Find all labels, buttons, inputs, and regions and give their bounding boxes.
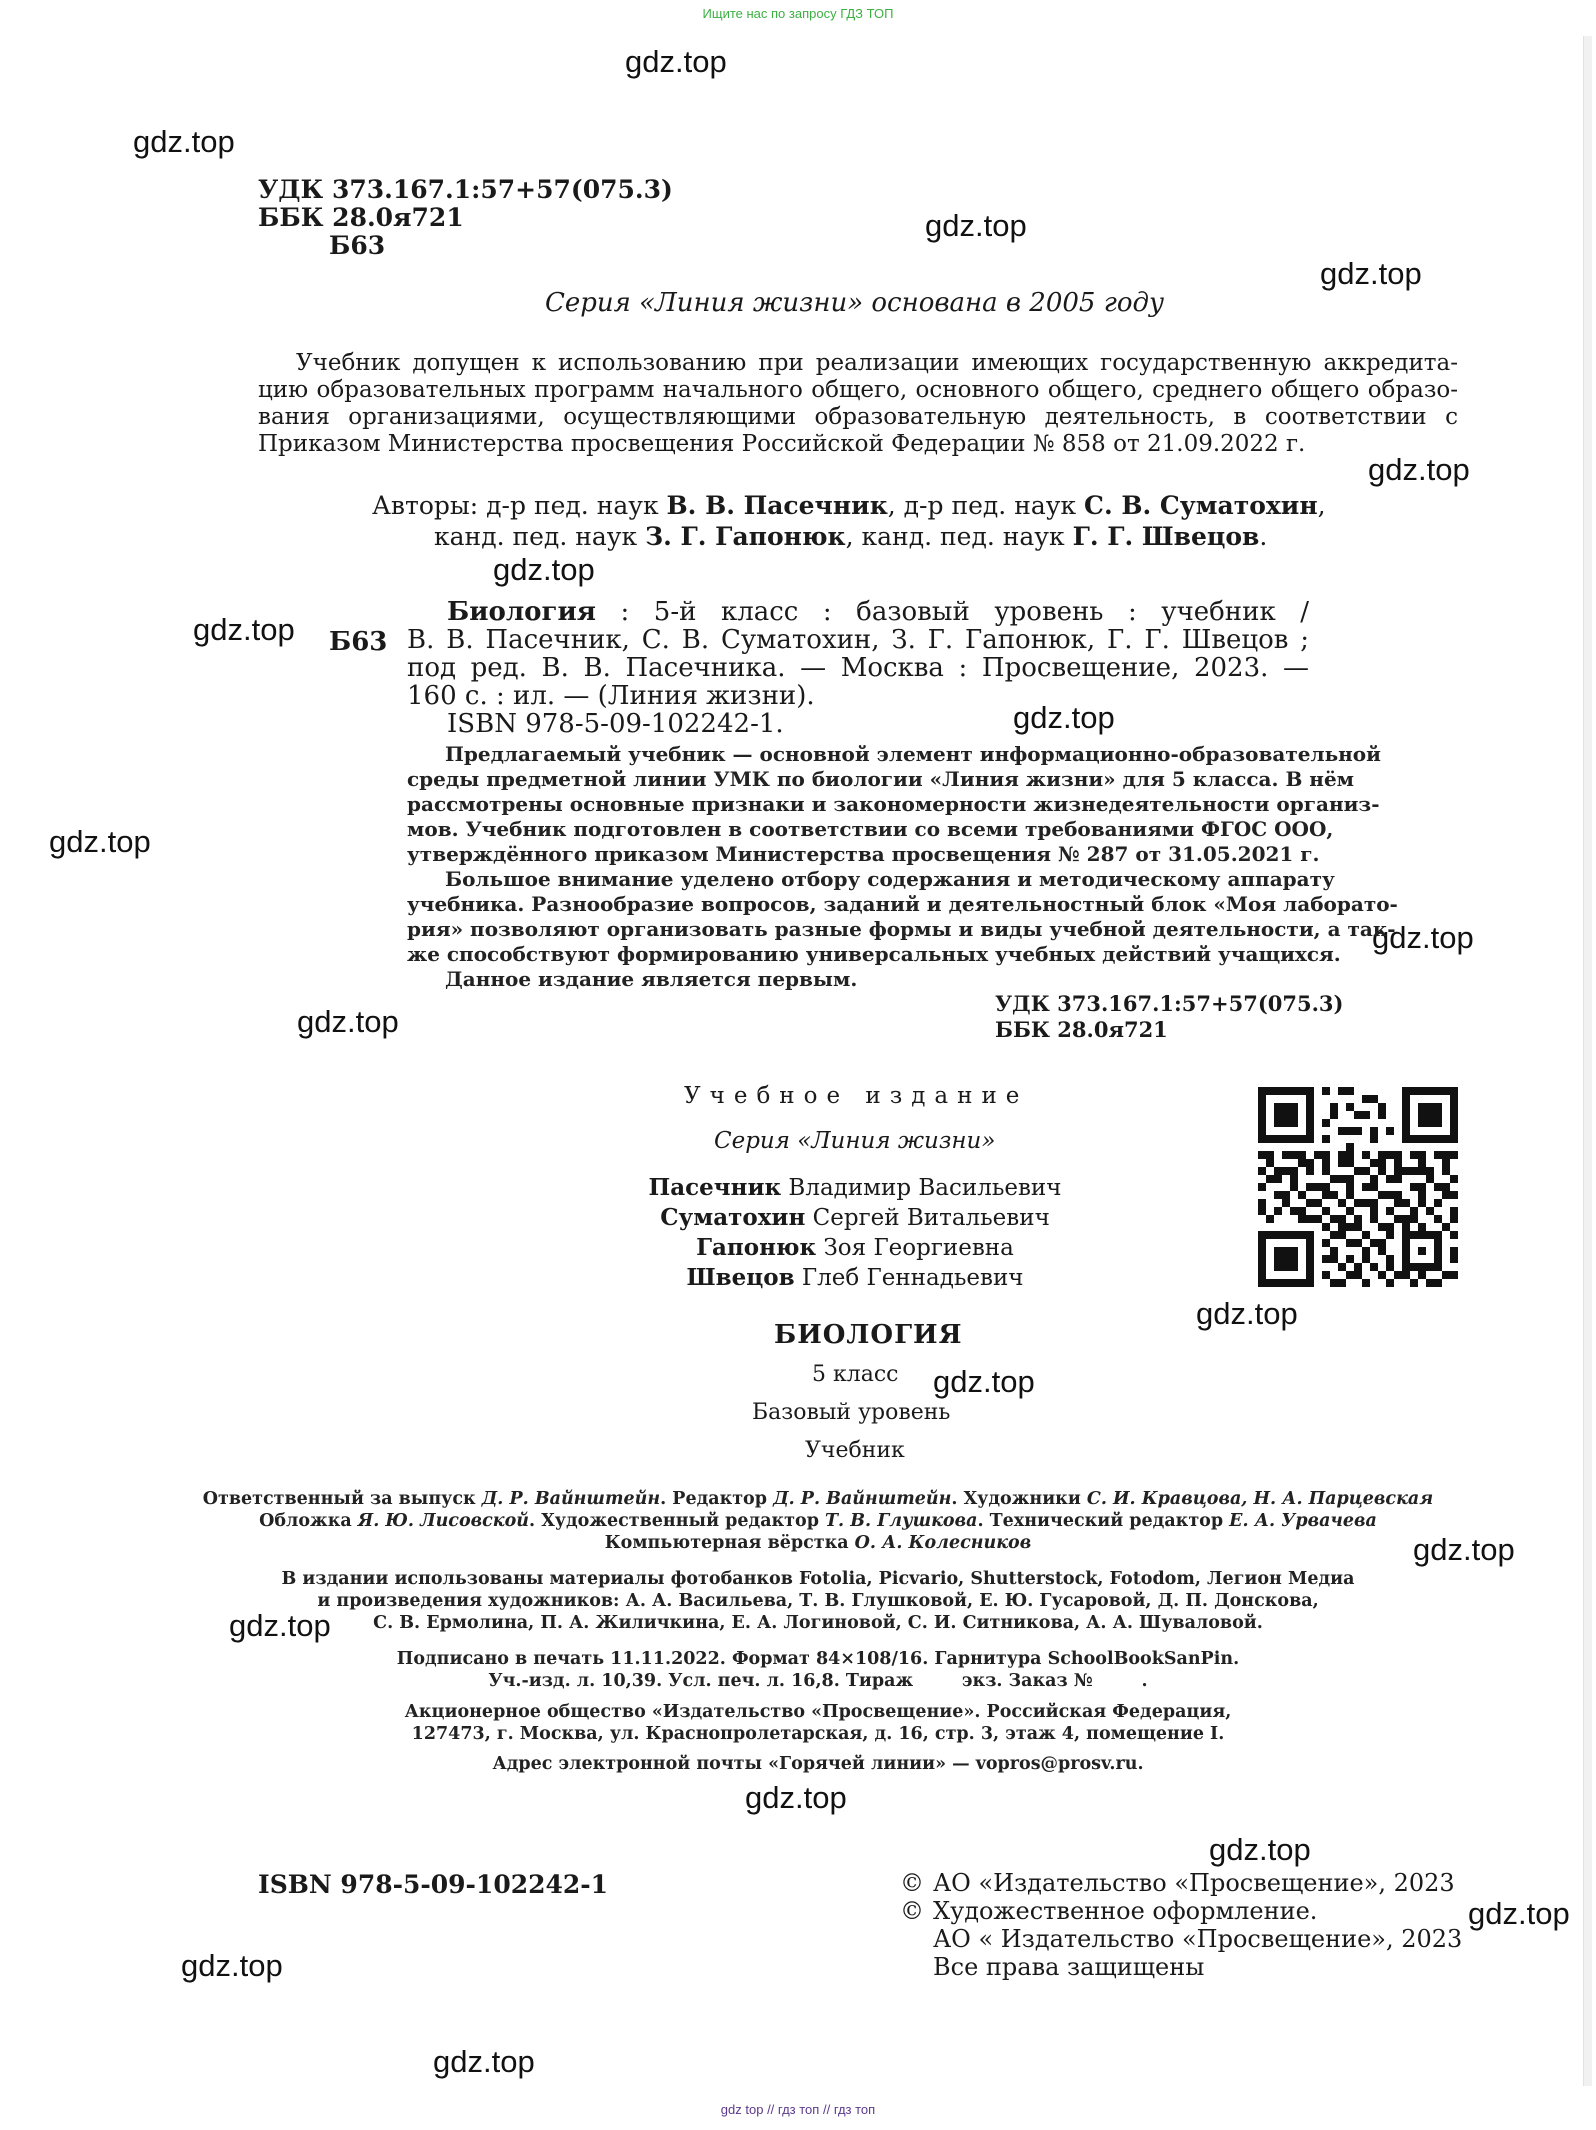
staff-text: Обложка [259, 1511, 358, 1531]
print-info [200, 1648, 1436, 1692]
copyright-text: Все права защищены [933, 1953, 1205, 1981]
watermark: gdz.top [625, 44, 727, 79]
footer-separator: // [767, 2102, 775, 2117]
staff-line [200, 1488, 1436, 1510]
biblio-line: 160 с. : ил. — (Линия жизни). [407, 681, 815, 711]
email-address[interactable]: vopros@prosv.ru [975, 1754, 1138, 1774]
annotation-line: среды предметной линии УМК по биологии «Линия жизни» для 5 класса. В нём [407, 767, 1355, 791]
materials [200, 1568, 1436, 1634]
annotation-codes [995, 991, 1343, 1043]
print-line: Уч.-изд. л. 10,39. Усл. печ. л. 16,8. Тираж экз. Заказ № . [488, 1671, 1148, 1691]
annotation [407, 742, 1398, 992]
approval-line: вания организациями, осуществляющими образовательную деятельность, в соответствии с [258, 404, 1458, 430]
udk-header [258, 176, 673, 260]
authors-text: , канд. пед. наук [845, 522, 1073, 551]
biblio-code: Б63 [329, 627, 388, 657]
staff-person: Д. Р. Вайнштейн [481, 1489, 661, 1509]
copyright-line [900, 1897, 1462, 1925]
scrollbar[interactable] [1583, 36, 1592, 2086]
series-line: Серия «Линия жизни» основана в 2005 году [545, 288, 1165, 318]
staff-text: Ответственный за выпуск [202, 1489, 482, 1509]
person [555, 1173, 1155, 1203]
staff-person: Т. В. Глушкова [825, 1511, 978, 1531]
bbk-code: ББК 28.0я721 [258, 203, 464, 232]
footer-separator: // [822, 2102, 831, 2117]
staff-line [200, 1510, 1436, 1532]
staff-person: Д. Р. Вайнштейн [773, 1489, 952, 1509]
watermark: gdz.top [1320, 256, 1422, 291]
top-banner[interactable]: Ищите нас по запросу ГДЗ ТОП [702, 6, 894, 21]
watermark: gdz.top [1368, 452, 1470, 487]
authors-prefix: Авторы: д-р пед. наук [372, 491, 667, 520]
watermark: gdz.top [133, 124, 235, 159]
annotation-line: учебника. Разнообразие вопросов, заданий и деятельностный блок «Моя лаборато- [407, 892, 1398, 916]
email-line [200, 1754, 1436, 1774]
author-name: В. В. Пасечник [666, 491, 888, 520]
footer-link[interactable]: gdz top [720, 2102, 764, 2117]
author-name: Г. Г. Швецов [1072, 522, 1260, 551]
book-title: БИОЛОГИЯ [774, 1320, 963, 1350]
watermark: gdz.top [297, 1004, 399, 1039]
qr-code[interactable] [1258, 1087, 1458, 1287]
authors-line-1 [372, 490, 1326, 521]
staff-person: С. И. Кравцова, Н. А. Парцевская [1086, 1489, 1434, 1509]
publisher-line: Акционерное общество «Издательство «Просвещение». Российская Федерация, [404, 1702, 1232, 1722]
annotation-line: рия» позволяют организовать разные формы и виды учебной деятельности, а так- [407, 917, 1396, 941]
copyright-text: Художественное оформление. [933, 1897, 1318, 1925]
watermark: gdz.top [1468, 1896, 1570, 1931]
publisher-line: 127473, г. Москва, ул. Краснопролетарская, д. 16, стр. 3, этаж 4, помещение I. [411, 1724, 1225, 1744]
edition-people [555, 1173, 1155, 1293]
materials-line: С. В. Ермолина, П. А. Жиличкина, Е. А. Логиновой, С. И. Ситникова, А. А. Шуваловой. [373, 1613, 1263, 1633]
email-end: . [1137, 1754, 1144, 1774]
authors-text: , д-р пед. наук [887, 491, 1085, 520]
staff-text: . Художественный редактор [529, 1511, 826, 1531]
udk-code: УДК 373.167.1:57+57(075.3) [258, 175, 673, 204]
biblio-title: Биология [447, 597, 596, 627]
watermark: gdz.top [229, 1608, 331, 1643]
biblio-record [407, 598, 1309, 738]
isbn-bottom: ISBN 978-5-09-102242-1 [258, 1870, 609, 1899]
staff-text: . Технический редактор [977, 1511, 1230, 1531]
person-surname: Швецов [686, 1264, 795, 1291]
biblio-line [407, 598, 1309, 626]
annotation-line: Большое внимание уделено отбору содержания и методическому аппарату [445, 867, 1335, 891]
annotation-line: же способствуют формированию универсальных учебных действий учащихся. [407, 942, 1341, 966]
authors-text: . [1259, 522, 1268, 551]
staff-credits [200, 1488, 1436, 1554]
materials-line: и произведения художников: А. А. Васильева, Т. В. Глушковой, Е. Ю. Гусаровой, Д. П. Донскова, [317, 1591, 1319, 1611]
annotation-line: утверждённого приказом Министерства просвещения № 287 от 31.05.2021 г. [407, 842, 1320, 866]
staff-text: . Редактор [660, 1489, 774, 1509]
authors [372, 490, 1326, 552]
person-surname: Гапонюк [696, 1234, 817, 1261]
copyright-icon: © [900, 1869, 924, 1897]
copyright-line [900, 1953, 1462, 1981]
author-name: С. В. Суматохин [1084, 491, 1318, 520]
person-names: Владимир Васильевич [781, 1175, 1062, 1201]
person-surname: Суматохин [660, 1204, 806, 1231]
footer-link[interactable]: гдз топ [833, 2102, 876, 2117]
watermark: gdz.top [1209, 1832, 1311, 1867]
staff-person: О. А. Колесников [854, 1533, 1032, 1553]
watermark: gdz.top [181, 1948, 283, 1983]
biblio-text: : 5-й класс : базовый уровень : учебник / [595, 597, 1309, 627]
staff-person: Е. А. Урвачева [1229, 1511, 1377, 1531]
watermark: gdz.top [433, 2044, 535, 2079]
watermark: gdz.top [925, 208, 1027, 243]
footer-links [0, 2102, 1596, 2117]
book-grade: 5 класс [812, 1362, 899, 1387]
print-line: Подписано в печать 11.11.2022. Формат 84×108/16. Гарнитура SchoolBookSanPin. [396, 1649, 1240, 1669]
annotation-udk: УДК 373.167.1:57+57(075.3) [995, 991, 1344, 1016]
copyright-icon: © [900, 1897, 924, 1925]
materials-line: В издании использованы материалы фотобанков Fotolia, Picvario, Shutterstock, Fotodom, Легион Медиа [281, 1569, 1355, 1589]
approval-line: Приказом Министерства просвещения Российской Федерации № 858 от 21.09.2022 г. [258, 431, 1306, 457]
person [555, 1263, 1155, 1293]
copyright-line [900, 1925, 1462, 1953]
author-sign: Б63 [329, 231, 386, 260]
staff-person: Я. Ю. Лисовской [357, 1511, 530, 1531]
edition-type: Учебное издание [684, 1083, 1029, 1109]
copyright-text: АО «Издательство «Просвещение», 2023 [933, 1869, 1455, 1897]
watermark: gdz.top [1413, 1532, 1515, 1567]
publisher [200, 1701, 1436, 1745]
watermark: gdz.top [1013, 700, 1115, 735]
person [555, 1203, 1155, 1233]
watermark: gdz.top [1196, 1296, 1298, 1331]
authors-line-2 [372, 521, 1326, 552]
authors-text: , [1317, 491, 1326, 520]
watermark: gdz.top [933, 1364, 1035, 1399]
watermark: gdz.top [49, 824, 151, 859]
approval-text [258, 350, 1458, 458]
person-names: Глеб Геннадьевич [794, 1265, 1024, 1291]
biblio-line: под ред. В. В. Пасечника. — Москва : Просвещение, 2023. — [407, 653, 1309, 683]
annotation-bbk: ББК 28.0я721 [995, 1017, 1168, 1042]
watermark: gdz.top [193, 612, 295, 647]
person [555, 1233, 1155, 1263]
book-level: Базовый уровень [752, 1400, 951, 1425]
footer-link[interactable]: гдз топ [777, 2102, 820, 2117]
copyright-line [900, 1869, 1462, 1897]
watermark: gdz.top [493, 552, 595, 587]
copyright-text: АО « Издательство «Просвещение», 2023 [933, 1925, 1463, 1953]
person-surname: Пасечник [648, 1174, 782, 1201]
annotation-line: Данное издание является первым. [445, 967, 858, 991]
approval-line: цию образовательных программ начального общего, основного общего, среднего общего образо- [258, 377, 1458, 403]
approval-line: Учебник допущен к использованию при реализации имеющих государственную аккредита- [296, 350, 1458, 376]
edition-series: Серия «Линия жизни» [714, 1128, 996, 1154]
staff-line [200, 1532, 1436, 1554]
book-kind: Учебник [805, 1438, 905, 1463]
staff-text: . Художники [951, 1489, 1087, 1509]
author-name: З. Г. Гапонюк [645, 522, 846, 551]
authors-prefix: канд. пед. наук [434, 522, 646, 551]
annotation-line: мов. Учебник подготовлен в соответствии со всеми требованиями ФГОС ООО, [407, 817, 1334, 841]
biblio-isbn: ISBN 978-5-09-102242-1. [447, 709, 784, 739]
watermark: gdz.top [1372, 920, 1474, 955]
email-label: Адрес электронной почты «Горячей линии» — [492, 1754, 976, 1774]
person-names: Сергей Витальевич [805, 1205, 1050, 1231]
biblio-line: В. В. Пасечник, С. В. Суматохин, З. Г. Гапонюк, Г. Г. Швецов ; [407, 625, 1309, 655]
watermark: gdz.top [745, 1780, 847, 1815]
person-names: Зоя Георгиевна [816, 1235, 1014, 1261]
annotation-line: рассмотрены основные признаки и закономерности жизнедеятельности организ- [407, 792, 1380, 816]
staff-text: Компьютерная вёрстка [604, 1533, 855, 1553]
annotation-line: Предлагаемый учебник — основной элемент информационно-образовательной [445, 742, 1381, 766]
copyright [900, 1869, 1462, 1981]
